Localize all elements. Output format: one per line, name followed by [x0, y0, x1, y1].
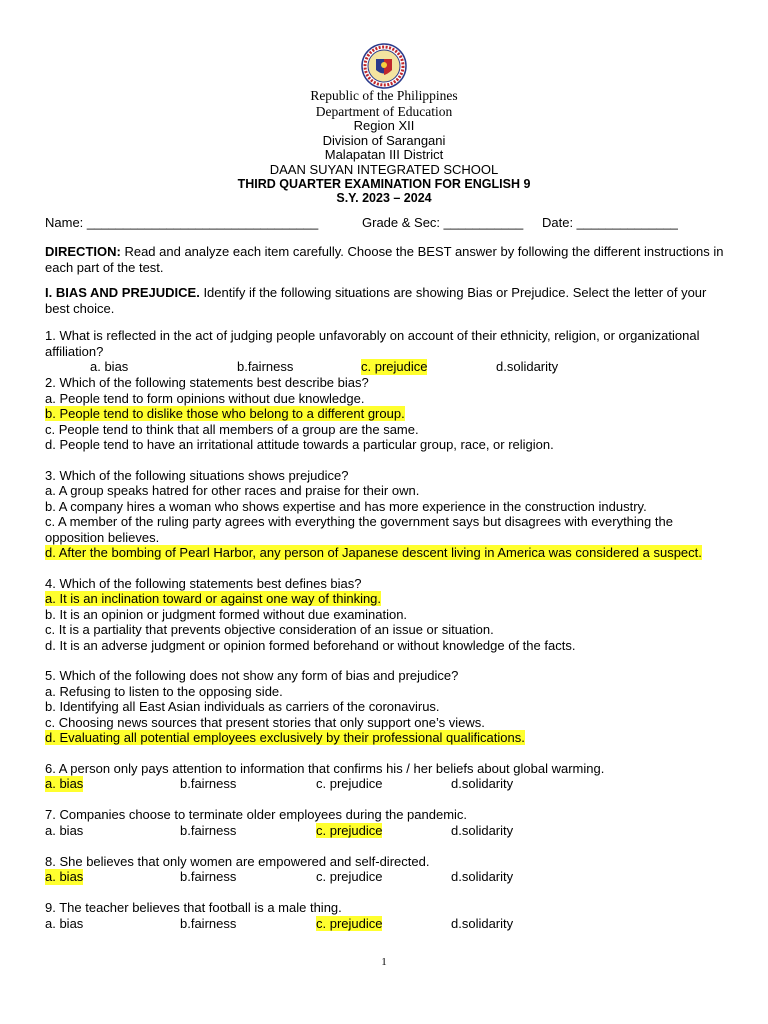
option-b[interactable]: b. It is an opinion or judgment formed without due examination. [45, 606, 408, 622]
option-b[interactable]: b. Identifying all East Asian individuals as carriers of the coronavirus. [45, 699, 440, 714]
option-b[interactable]: b.fairness [180, 915, 237, 931]
question-1: 1. What is reflected in the act of judging people unfavorably on account of their ethnicity, religion, or organizational affiliation? [45, 328, 700, 359]
header-district: Malapatan III District [324, 147, 444, 162]
part1-instructions [45, 285, 725, 316]
question-9: 9. The teacher believes that football is a male thing. [45, 900, 342, 915]
part1-text: Identify if the following situations are showing Bias or Prejudice. Select the letter of your best choice. [45, 285, 707, 316]
exam-body [45, 215, 725, 932]
option-a[interactable]: a. bias [45, 915, 84, 931]
question-3: 3. Which of the following situations shows prejudice? [45, 467, 349, 483]
question-2: 2. Which of the following statements best describe bias? [45, 375, 369, 390]
option-d[interactable]: d. It is an adverse judgment or opinion formed beforehand or without knowledge of the facts. [45, 637, 576, 653]
direction-paragraph [45, 244, 725, 275]
option-a[interactable]: a. Refusing to listen to the opposing side. [45, 683, 283, 699]
name-field[interactable]: Name: ________________________________ [45, 215, 319, 230]
header-division: Division of Sarangani [322, 132, 446, 148]
header-republic: Republic of the Philippines [310, 88, 458, 103]
option-d[interactable]: d.solidarity [451, 776, 514, 791]
question-6: 6. A person only pays attention to information that confirms his / her beliefs about global warming. [45, 760, 605, 776]
option-b[interactable]: b. A company hires a woman who shows expertise and has more experience in the construction industry. [45, 498, 647, 514]
school-year: S.Y. 2023 – 2024 [336, 191, 432, 205]
option-b[interactable]: b.fairness [180, 776, 237, 791]
option-b[interactable]: b.fairness [180, 822, 237, 838]
question-4: 4. Which of the following statements best defines bias? [45, 575, 362, 591]
question-7-options [45, 823, 725, 839]
header-region: Region XII [353, 118, 415, 133]
option-d[interactable]: d. People tend to have an irritational attitude towards a particular group, race, or religion. [45, 437, 554, 452]
question-5: 5. Which of the following does not show any form of bias and prejudice? [45, 668, 459, 683]
option-d[interactable]: d.solidarity [451, 915, 514, 931]
option-b[interactable]: b.fairness [237, 359, 294, 374]
option-c[interactable]: c. A member of the ruling party agrees with everything the government says but disagrees with everything the opposition believes. [45, 514, 673, 545]
question-6-options [45, 776, 725, 792]
part1-label: I. BIAS AND PREJUDICE. [45, 285, 200, 300]
option-a[interactable]: a. People tend to form opinions without due knowledge. [45, 390, 365, 406]
date-field[interactable]: Date: ______________ [542, 215, 678, 230]
option-d-answer[interactable]: d. After the bombing of Pearl Harbor, any person of Japanese descent living in America was considered a suspect. [45, 545, 702, 560]
option-d[interactable]: d.solidarity [496, 359, 559, 374]
option-d[interactable]: d.solidarity [451, 822, 514, 838]
direction-label: DIRECTION: [45, 244, 121, 259]
question-7: 7. Companies choose to terminate older employees during the pandemic. [45, 807, 468, 822]
question-9-options [45, 916, 725, 932]
option-a[interactable]: a. bias [45, 822, 84, 838]
deped-seal-icon [361, 43, 407, 89]
option-a-answer[interactable]: a. bias [45, 776, 84, 791]
option-a[interactable]: a. bias [90, 359, 129, 374]
student-info-row [45, 215, 725, 232]
option-c-answer[interactable]: c. prejudice [316, 822, 383, 838]
header-department: Department of Education [315, 103, 453, 119]
option-c[interactable]: c. prejudice [316, 869, 383, 884]
header-school: DAAN SUYAN INTEGRATED SCHOOL [269, 161, 499, 177]
option-b[interactable]: b.fairness [180, 869, 237, 884]
question-8: 8. She believes that only women are empowered and self-directed. [45, 853, 430, 869]
question-1-options [45, 359, 725, 375]
option-a-answer[interactable]: a. bias [45, 869, 84, 884]
question-8-options [45, 869, 725, 885]
option-c-answer[interactable]: c. prejudice [316, 915, 383, 931]
exam-title: THIRD QUARTER EXAMINATION FOR ENGLISH 9 [237, 177, 531, 191]
direction-text: Read and analyze each item carefully. Choose the BEST answer by following the different instructions in each part of the test. [45, 244, 724, 275]
option-c-answer[interactable]: c. prejudice [361, 359, 428, 374]
option-b-answer[interactable]: b. People tend to dislike those who belong to a different group. [45, 406, 405, 421]
grade-section-field[interactable]: Grade & Sec: ___________ [362, 215, 524, 230]
option-d[interactable]: d.solidarity [451, 869, 514, 884]
page-number: 1 [381, 956, 387, 968]
option-c[interactable]: c. Choosing news sources that present stories that only support one’s views. [45, 714, 485, 730]
option-c[interactable]: c. People tend to think that all members of a group are the same. [45, 421, 419, 437]
option-c[interactable]: c. prejudice [316, 776, 383, 791]
option-a[interactable]: a. A group speaks hatred for other races and praise for their own. [45, 483, 420, 498]
option-d-answer[interactable]: d. Evaluating all potential employees exclusively by their professional qualifications. [45, 730, 525, 745]
document-header [0, 88, 768, 205]
option-c[interactable]: c. It is a partiality that prevents objective consideration of an issue or situation. [45, 622, 494, 637]
option-a-answer[interactable]: a. It is an inclination toward or against one way of thinking. [45, 591, 382, 606]
